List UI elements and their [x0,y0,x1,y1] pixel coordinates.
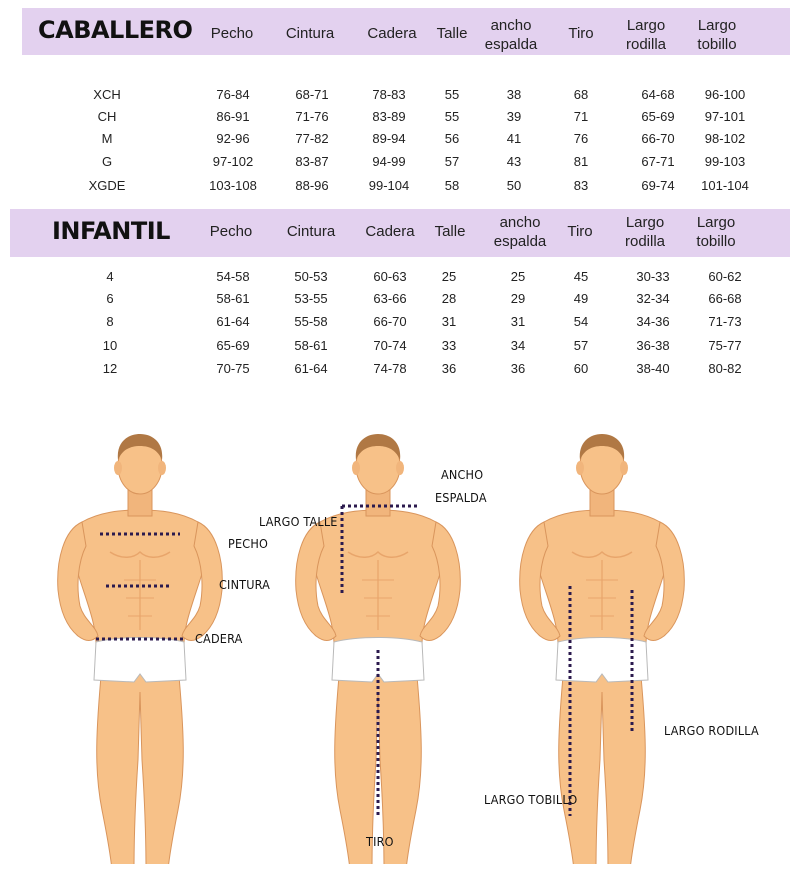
column-header: rodilla [624,233,666,250]
back-width-label-line1: ANCHO [441,467,484,482]
table-cell: 99-103 [704,154,746,169]
table-cell: 41 [506,131,522,146]
column-header: Largo [626,17,666,34]
table-cell: 97-101 [704,109,746,124]
table-cell: 101-104 [701,178,749,193]
ankle-length-label: LARGO TOBILLO [484,792,578,807]
hip-label: CADERA [195,631,243,646]
column-header: Largo [697,17,737,34]
table-cell: 60 [573,361,589,376]
column-header: Talle [434,223,466,240]
table-cell: 50 [506,178,522,193]
table-cell: 61-64 [294,361,328,376]
table-cell: 83-89 [372,109,406,124]
table-cell: 55-58 [294,314,328,329]
table-cell: 96-100 [704,87,746,102]
column-header: Talle [436,25,468,42]
table-cell: 38-40 [636,361,670,376]
table-cell: 67-71 [641,154,675,169]
column-header: Largo [625,214,665,231]
table-cell: 81 [573,154,589,169]
table-cell: 43 [506,154,522,169]
torso-length-label: LARGO TALLE [259,514,338,529]
table-cell: 71-76 [295,109,329,124]
knee-length-label: LARGO RODILLA [664,723,759,738]
size-label: 6 [106,291,114,306]
table-cell: 34 [510,338,526,353]
size-label: 12 [102,361,118,376]
table-cell: 60-62 [708,269,742,284]
waist-label: CINTURA [219,577,271,592]
table-cell: 54 [573,314,589,329]
table-cell: 61-64 [216,314,250,329]
table-cell: 36 [441,361,457,376]
table-cell: 99-104 [368,178,410,193]
table-cell: 94-99 [372,154,406,169]
table-cell: 92-96 [216,131,250,146]
table-cell: 75-77 [708,338,742,353]
column-header: Largo [696,214,736,231]
table-cell: 83-87 [295,154,329,169]
table-cell: 50-53 [294,269,328,284]
table-cell: 65-69 [216,338,250,353]
back-width-label-line2: ESPALDA [435,490,487,505]
table-title: INFANTIL [52,217,170,245]
men-size-table [0,0,800,205]
table-cell: 69-74 [641,178,675,193]
column-header: Cintura [285,25,335,42]
table-cell: 71 [573,109,589,124]
table-cell: 97-102 [212,154,254,169]
table-cell: 66-70 [641,131,675,146]
size-label: M [101,131,113,146]
size-label: XCH [93,87,121,102]
table-cell: 70-75 [216,361,250,376]
column-header: espalda [493,233,547,250]
table-cell: 29 [510,291,526,306]
column-header: Cintura [286,223,336,240]
table-cell: 80-82 [708,361,742,376]
table-cell: 76-84 [216,87,250,102]
table-cell: 60-63 [373,269,407,284]
chest-label: PECHO [228,536,269,551]
column-header: Pecho [209,223,253,240]
table-cell: 68-71 [295,87,329,102]
table-cell: 54-58 [216,269,250,284]
table-cell: 70-74 [373,338,407,353]
table-cell: 36 [510,361,526,376]
column-header: Tiro [568,25,594,42]
table-cell: 25 [510,269,526,284]
table-cell: 31 [510,314,526,329]
size-label: 4 [106,269,114,284]
column-header: Tiro [567,223,593,240]
table-cell: 58 [444,178,460,193]
table-cell: 83 [573,178,589,193]
column-header: ancho [499,214,541,231]
table-cell: 103-108 [209,178,257,193]
table-cell: 32-34 [636,291,670,306]
table-cell: 49 [573,291,589,306]
size-label: CH [97,109,117,124]
table-cell: 45 [573,269,589,284]
table-cell: 88-96 [295,178,329,193]
column-header: Cadera [367,25,417,42]
table-cell: 58-61 [216,291,250,306]
table-cell: 71-73 [708,314,742,329]
column-header: tobillo [697,36,737,53]
table-cell: 58-61 [294,338,328,353]
table-cell: 65-69 [641,109,675,124]
table-cell: 33 [441,338,457,353]
size-label: 8 [106,314,114,329]
size-label: G [101,154,113,169]
column-header: Cadera [365,223,415,240]
column-header: Pecho [210,25,254,42]
table-cell: 53-55 [294,291,328,306]
table-cell: 63-66 [373,291,407,306]
measurement-figures [0,400,800,864]
table-cell: 57 [444,154,460,169]
table-cell: 86-91 [216,109,250,124]
table-cell: 89-94 [372,131,406,146]
size-label: 10 [102,338,118,353]
column-header: rodilla [625,36,667,53]
table-cell: 55 [444,87,460,102]
table-title: CABALLERO [38,16,193,44]
column-header: espalda [484,36,538,53]
table-cell: 34-36 [636,314,670,329]
column-header: ancho [490,17,532,34]
table-cell: 30-33 [636,269,670,284]
rise-label: TIRO [366,834,394,849]
table-cell: 25 [441,269,457,284]
table-cell: 77-82 [295,131,329,146]
table-cell: 36-38 [636,338,670,353]
figure-front-1 [58,434,223,864]
table-cell: 28 [441,291,457,306]
size-label: XGDE [88,178,126,193]
table-cell: 55 [444,109,460,124]
table-cell: 39 [506,109,522,124]
table-cell: 78-83 [372,87,406,102]
kids-size-table [0,205,800,390]
body-illustrations [0,400,800,864]
table-cell: 98-102 [704,131,746,146]
table-cell: 64-68 [641,87,675,102]
column-header: tobillo [696,233,736,250]
table-cell: 56 [444,131,460,146]
table-cell: 68 [573,87,589,102]
table-cell: 38 [506,87,522,102]
table-cell: 76 [573,131,589,146]
table-cell: 66-68 [708,291,742,306]
table-cell: 31 [441,314,457,329]
table-cell: 66-70 [373,314,407,329]
table-cell: 57 [573,338,589,353]
table-cell: 74-78 [373,361,407,376]
